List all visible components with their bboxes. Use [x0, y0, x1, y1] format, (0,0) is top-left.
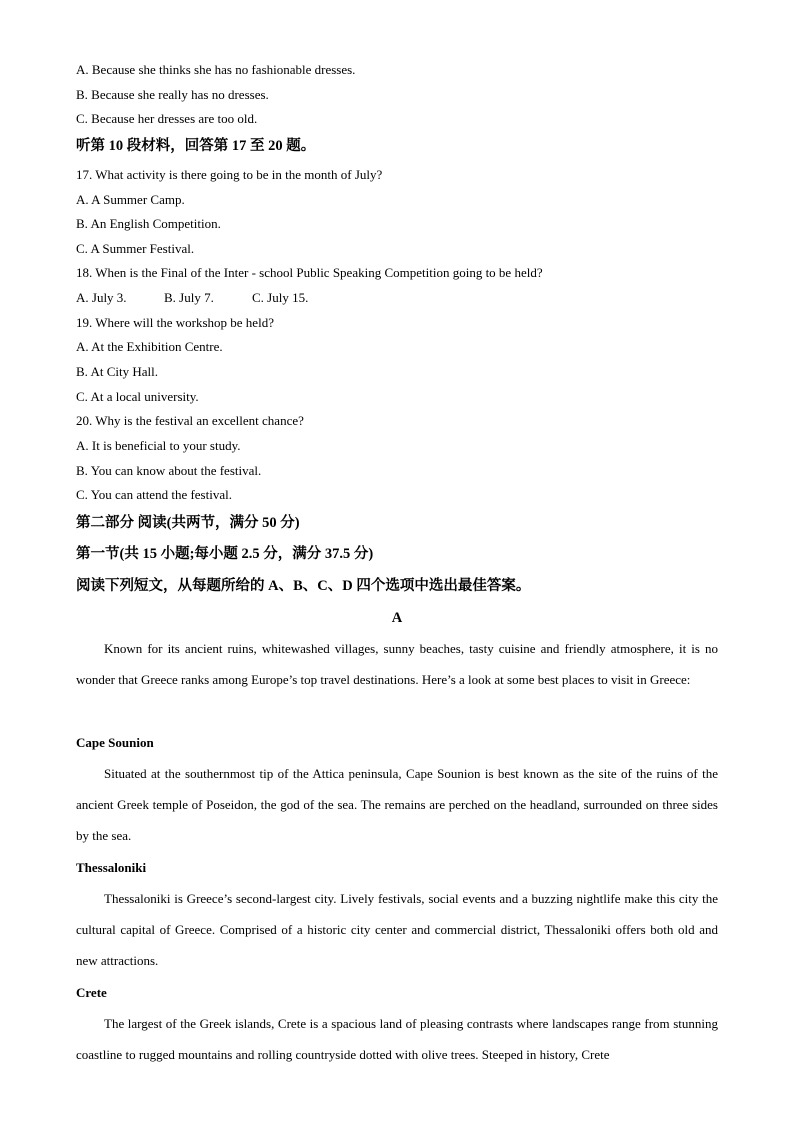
- passage-title: A: [391, 610, 403, 626]
- q16-option-a: A. Because she thinks she has no fashionable dresses.: [76, 62, 356, 77]
- section-text-cape-sounion: Situated at the southernmost tip of the Attica peninsula, Cape Sounion is best known as the site of the ruins of the ancient Greek temple of Poseidon, the god of the sea. The remains are perched on the headland, surrounded on three sides by the sea.: [76, 766, 718, 843]
- q16-option-b: B. Because she really has no dresses.: [76, 87, 269, 102]
- q20-option-c: C. You can attend the festival.: [76, 487, 232, 502]
- q17-question: 17. What activity is there going to be in the month of July?: [76, 167, 383, 182]
- q17-option-a: A. A Summer Camp.: [76, 192, 185, 207]
- section-heading-cape-sounion: Cape Sounion: [76, 735, 154, 750]
- section10-heading: 听第 10 段材料，回答第 17 至 20 题。: [76, 138, 316, 154]
- part2-heading: 第二部分 阅读(共两节，满分 50 分): [76, 515, 300, 531]
- section1-heading: 第一节(共 15 小题;每小题 2.5 分，满分 37.5 分): [76, 546, 374, 562]
- q20-option-a: A. It is beneficial to your study.: [76, 438, 241, 453]
- q20-option-b: B. You can know about the festival.: [76, 463, 262, 478]
- q18-question: 18. When is the Final of the Inter - school Public Speaking Competition going to be held?: [76, 265, 543, 280]
- section-text-thessaloniki: Thessaloniki is Greece’s second-largest city. Lively festivals, social events and a buzzing nightlife make this city the cultural capital of Greece. Comprised of a historic city center and commercial district, Thessaloniki offers both old and new attractions.: [76, 891, 718, 968]
- q19-option-c: C. At a local university.: [76, 389, 199, 404]
- q16-option-c: C. Because her dresses are too old.: [76, 111, 258, 126]
- q17-option-c: C. A Summer Festival.: [76, 241, 195, 256]
- q17-option-b: B. An English Competition.: [76, 216, 221, 231]
- section-heading-thessaloniki: Thessaloniki: [76, 860, 147, 875]
- q18-option-c: C. July 15.: [252, 290, 309, 305]
- passage-intro: Known for its ancient ruins, whitewashed villages, sunny beaches, tasty cuisine and friendly atmosphere, it is no wonder that Greece ranks among Europe’s top travel destinations. Here’s a look at some best places to visit in Greece:: [76, 641, 718, 687]
- section-heading-crete: Crete: [76, 985, 107, 1000]
- q18-options: [76, 290, 308, 306]
- q18-option-a: A. July 3.: [76, 290, 127, 305]
- reading-instruction: 阅读下列短文，从每题所给的 A、B、C、D 四个选项中选出最佳答案。: [76, 578, 531, 594]
- q19-option-a: A. At the Exhibition Centre.: [76, 339, 223, 354]
- q20-question: 20. Why is the festival an excellent chance?: [76, 413, 304, 428]
- exam-page: [76, 0, 718, 1123]
- section-text-crete: The largest of the Greek islands, Crete is a spacious land of pleasing contrasts where landscapes range from stunning coastline to rugged mountains and rolling countryside dotted with olive trees. Steeped in history, Crete: [76, 1016, 718, 1062]
- q19-option-b: B. At City Hall.: [76, 364, 158, 379]
- q19-question: 19. Where will the workshop be held?: [76, 315, 274, 330]
- q18-option-b: B. July 7.: [164, 290, 214, 305]
